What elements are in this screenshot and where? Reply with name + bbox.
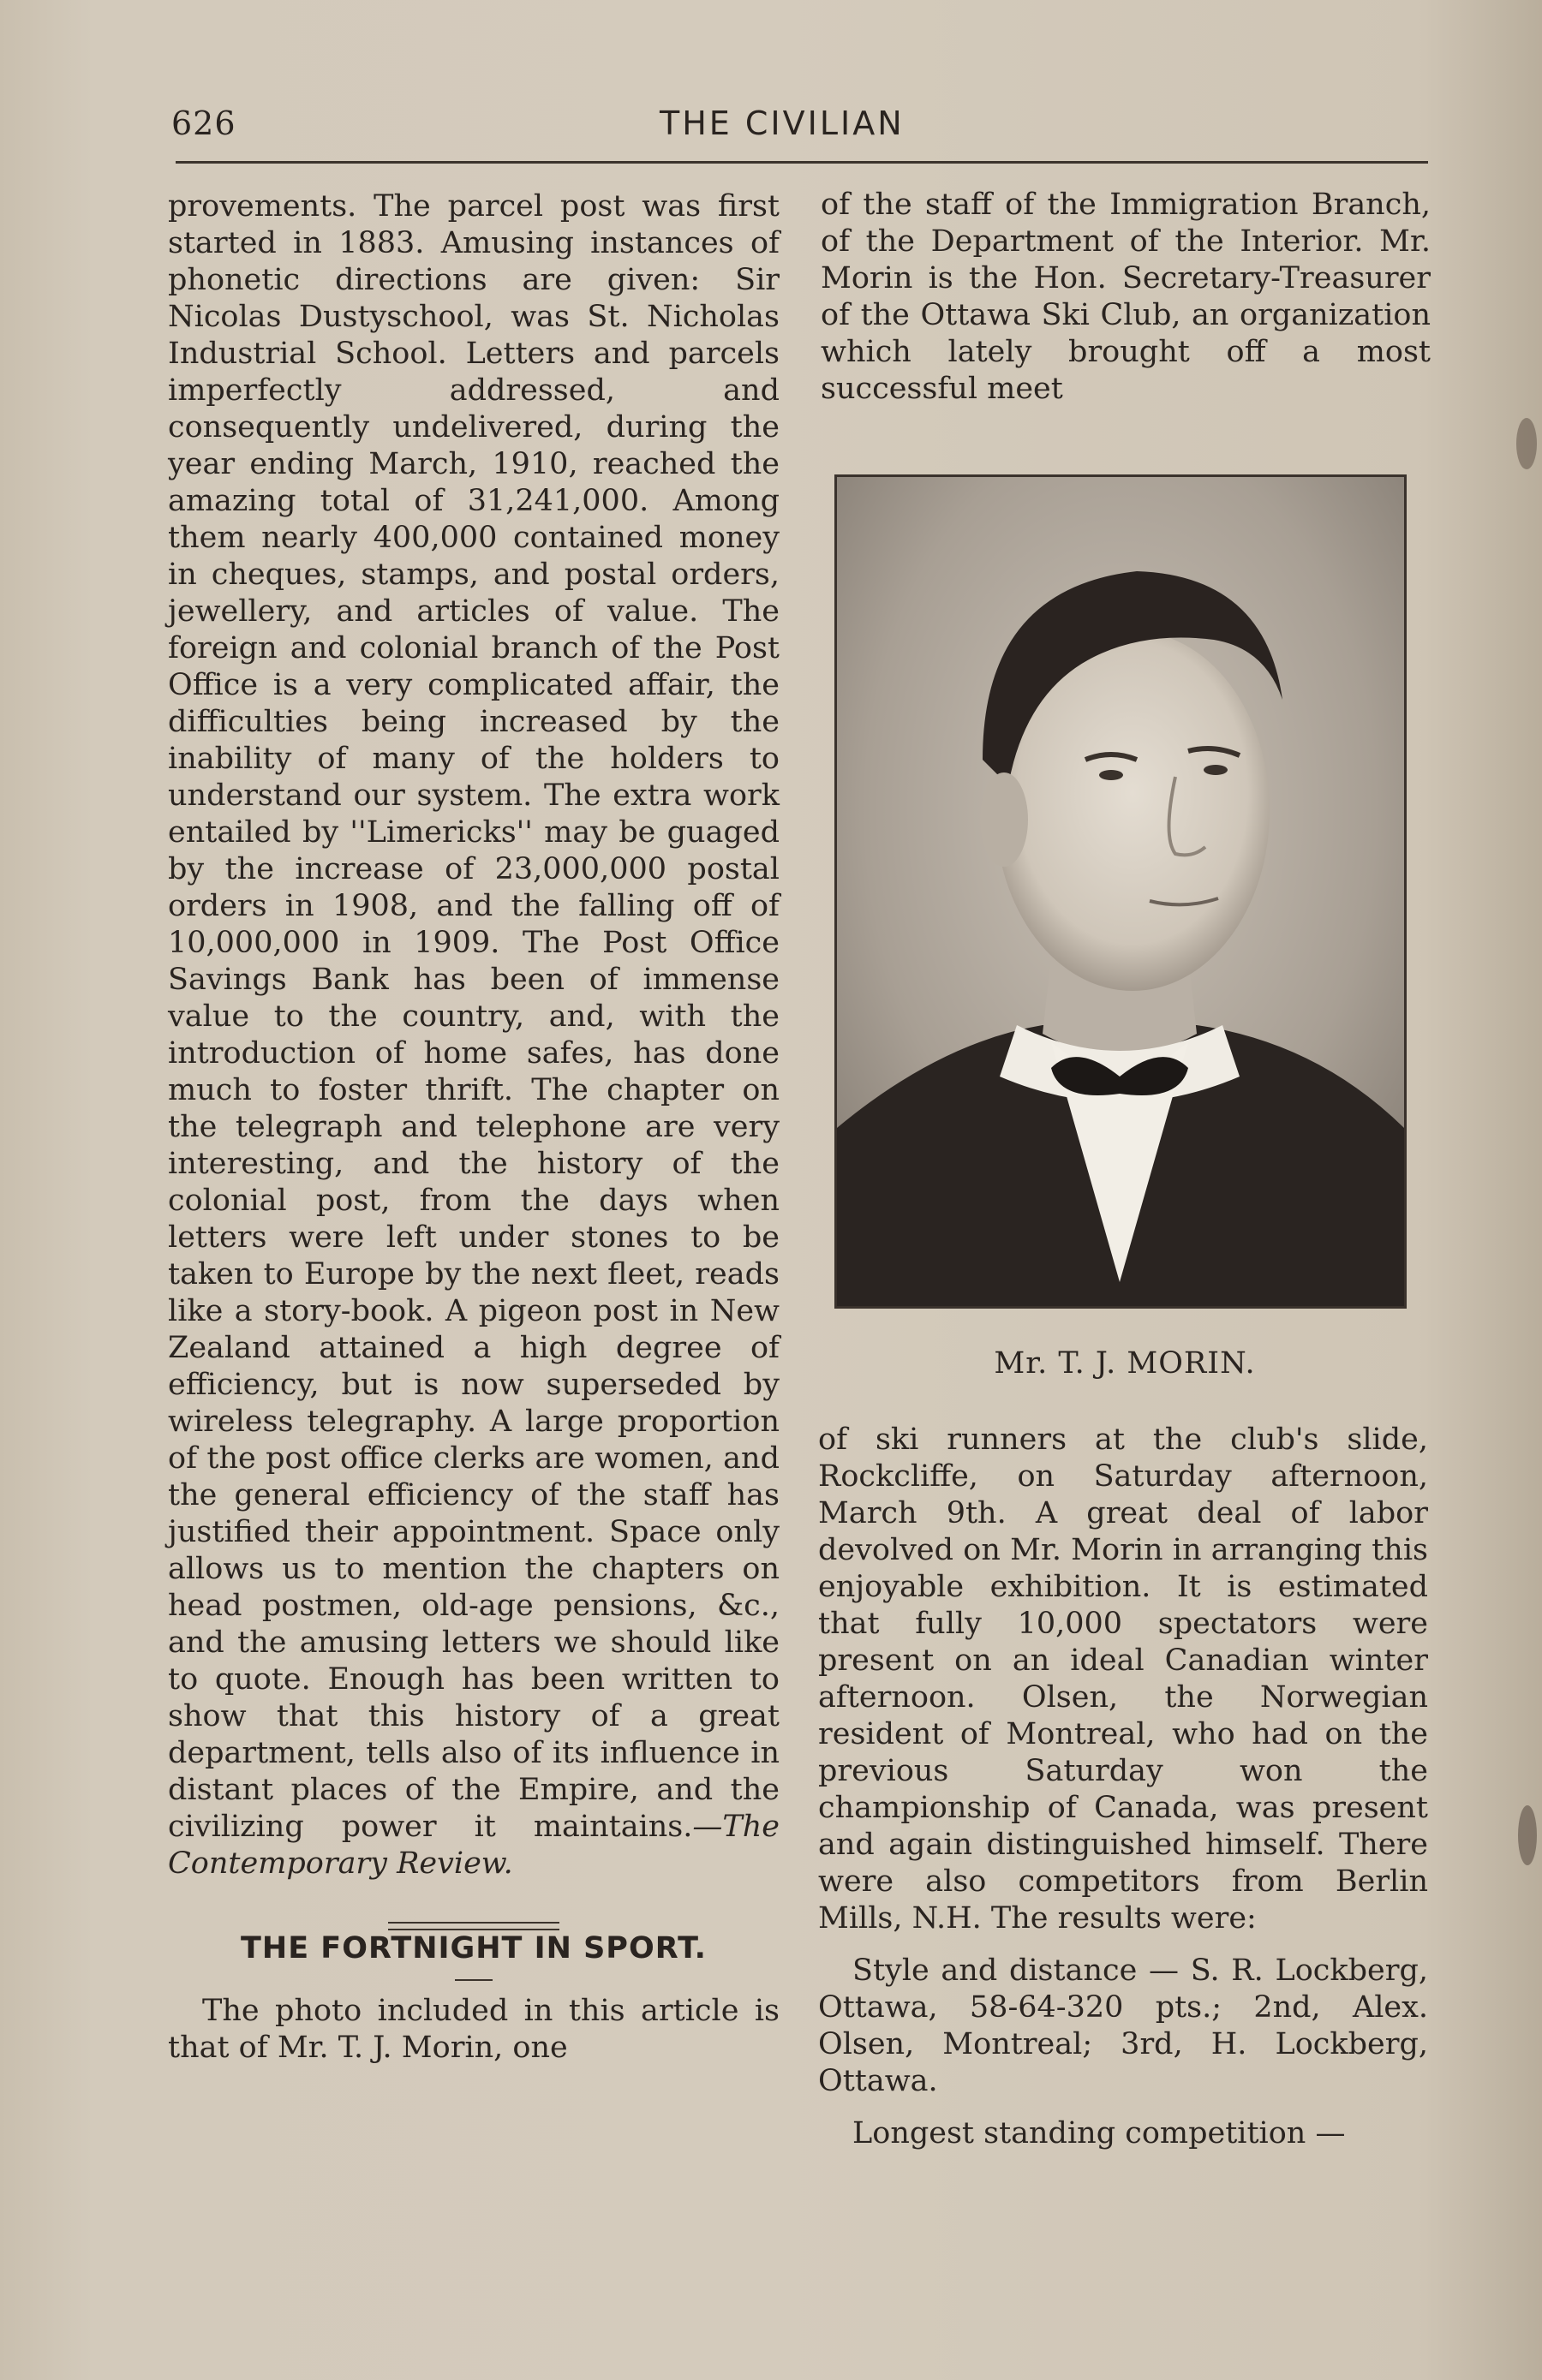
article-source: —The Contemporary Review. (168, 1810, 780, 1881)
page-number: 626 (171, 104, 236, 142)
right-column-top (821, 187, 1429, 408)
portrait-photo (834, 474, 1407, 1309)
running-head-title: THE CIVILIAN (660, 104, 905, 142)
result-style-distance: Style and distance — S. R. Lockberg, Ottawa, 58-64-320 pts.; 2nd, Alex. Olsen, Montreal; 3rd, H. Lockberg, Ottawa. (818, 1954, 1428, 2098)
article-body: provements. The parcel post was first started in 1883. Amusing instances of phonetic directions are given: Sir Nicolas Dustyschool, was St. Nicholas Industrial School. Letters and parcels imperfectly addressed, and consequently undelivered, during the year ending March, 1910, reached the amazing total of 31,241,000. Among them nearly 400,000 contained money in cheques, stamps, and postal orders, jewellery, and articles of value. The foreign and colonial branch of the Post Office is a very complicated affair, the difficulties being increased by the inability of many of the holders to understand our system. The extra work entailed by ''Limericks'' may be guaged by the increase of 23,000,000 postal orders in 1908, and the falling off of 10,000,000 in 1909. The Post Office Savings Bank has been of immense value to the country, and, with the introduction of home safes, has done much to foster thrift. The chapter on the telegraph and telephone are very interesting, and the history of the colonial post, from the days when letters were left under stones to be taken to Europe by the next fleet, reads like a story-book. A pigeon post in New Zealand attained a high degree of efficiency, but is now superseded by wireless telegraphy. A large proportion of the post office clerks are women, and the general efficiency of the staff has justified their appointment. Space only allows us to mention the chapters on head postmen, old-age pensions, &c., and the amusing letters we should like to quote. Enough has been written to show that this history of a great department, tells also of its influence in distant places of the Empire, and the civilizing power it maintains. (168, 189, 780, 1844)
short-divider (455, 1979, 493, 1981)
result-standing-competition: Longest standing competition — (852, 2116, 1346, 2150)
header-rule (176, 161, 1428, 164)
section-heading: THE FORTNIGHT IN SPORT. (241, 1931, 707, 1965)
left-column (168, 188, 780, 2067)
article-continuation-text (168, 188, 780, 1882)
results-list (818, 1953, 1428, 2152)
morin-intro-text: of the staff of the Immigration Branch, of the Department of the Interior. Mr. Morin is the Hon. Secretary-Treasurer of the Ottawa Ski Club, an organization which lately brought off a most successful meet (821, 188, 1431, 406)
ski-meet-text: of ski runners at the club's slide, Rockcliffe, on Saturday afternoon, March 9th. A great deal of labor devolved on Mr. Morin in arranging this enjoyable exhibition. It is estimated that fully 10,000 spectators were present on an ideal Canadian winter afternoon. Olsen, the Norwegian resident of Montreal, who had on the previous Saturday won the championship of Canada, was present and again distinguished himself. There were also competitors from Berlin Mills, N.H. The results were: (818, 1423, 1428, 1936)
right-column-bottom (818, 1422, 1428, 2152)
section-intro: The photo included in this article is that of Mr. T. J. Morin, one (168, 1994, 780, 2065)
photo-caption: Mr. T. J. MORIN. (994, 1346, 1256, 1381)
page-mark (1518, 1805, 1537, 1865)
section-divider (388, 1922, 559, 1930)
page-mark (1516, 418, 1537, 469)
